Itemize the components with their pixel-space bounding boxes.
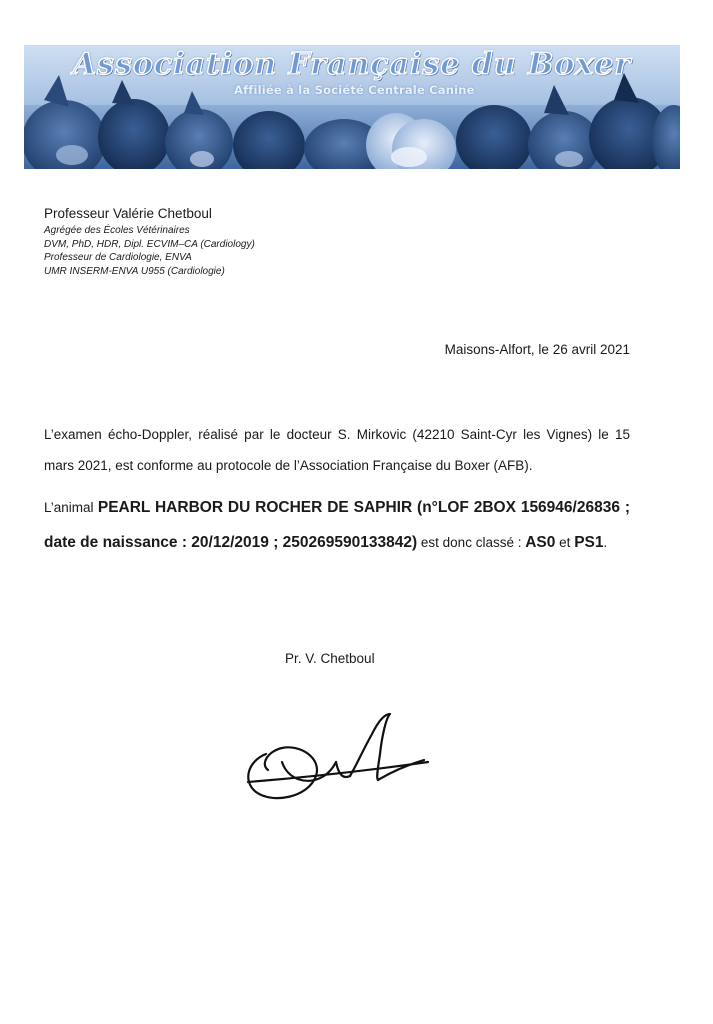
class-as: AS0 <box>525 534 556 551</box>
sender-credential-3: Professeur de Cardiologie, ENVA <box>44 252 192 263</box>
banner-title: Association Française du Boxer <box>72 47 632 82</box>
classification-text: est donc classé : <box>420 535 522 550</box>
conjunction-text: et <box>559 535 571 550</box>
handwritten-signature <box>238 706 438 808</box>
letter-body <box>44 420 630 560</box>
sender-credential-4: UMR INSERM-ENVA U955 (Cardiologie) <box>44 265 225 277</box>
sender-credential-1: Agrégée des Écoles Vétérinaires <box>44 225 190 236</box>
animal-prefix: L’animal <box>44 500 94 515</box>
classification-paragraph <box>44 490 630 560</box>
sender-block <box>44 205 444 278</box>
exam-paragraph: L’examen écho-Doppler, réalisé par le docteur S. Mirkovic (42210 Saint-Cyr les Vignes) le 15 mars 2021, est conforme au protocole de l’Association Française du Boxer (AFB). <box>44 427 630 473</box>
animal-identity: PEARL HARBOR DU ROCHER DE SAPHIR (n°LOF 2BOX 156946/26836 ; date de naissance : 20/12/2019 ; 250269590133842) <box>44 499 630 551</box>
sentence-end: . <box>603 535 608 550</box>
place-date: Maisons-Alfort, le 26 avril 2021 <box>444 342 630 357</box>
sender-credential-2: DVM, PhD, HDR, Dipl. ECVIM–CA (Cardiology) <box>44 238 255 250</box>
banner-subtitle: Affiliée à la Société Centrale Canine <box>234 83 475 97</box>
sender-name: Professeur Valérie Chetboul <box>44 206 212 221</box>
header-banner <box>24 45 680 169</box>
signatory-name: Pr. V. Chetboul <box>285 651 375 666</box>
class-ps: PS1 <box>574 534 604 551</box>
